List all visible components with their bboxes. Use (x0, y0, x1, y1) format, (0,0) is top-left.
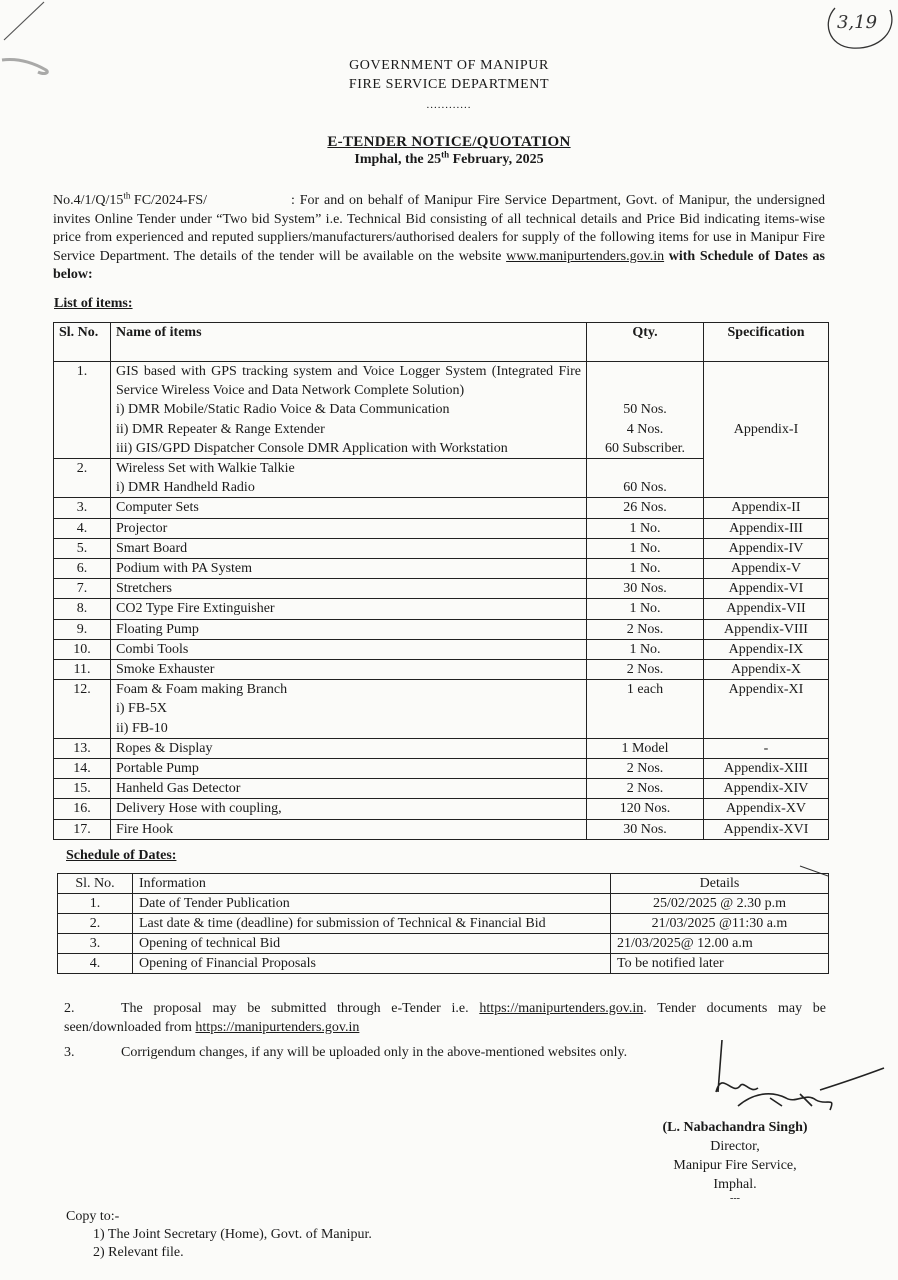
schedule-table (57, 873, 829, 974)
list-of-items-heading: List of items: (54, 296, 133, 311)
col-name: Name of items (111, 323, 587, 362)
table-row: 9. Floating Pump 2 Nos. Appendix-VIII (54, 619, 829, 639)
table-row: 1. GIS based with GPS tracking system and Voice Logger System (Integrated Fire Service Wireless Voice and Data Network Complete Solution) i) DMR Mobile/Static Radio Voice & Data Communication ii) DMR Repeater & Range Extender iii) GIS/GPD Dispatcher Console DMR Application with Workstation 50 Nos. 4 Nos. 60 Subscriber. Appendix-I (54, 362, 829, 459)
handwritten-page-number: 3,19 (836, 12, 878, 33)
signatory-name: (L. Nabachandra Singh) (662, 1120, 808, 1135)
website-link[interactable]: www.manipurtenders.gov.in (506, 248, 665, 264)
table-row: 13. Ropes & Display 1 Model - (54, 738, 829, 758)
table-row: 17. Fire Hook 30 Nos. Appendix-XVI (54, 819, 829, 839)
header-dots: ............ (426, 99, 472, 111)
copy-to-item: 2) Relevant file. (93, 1245, 184, 1260)
table-row: 3. Opening of technical Bid 21/03/2025@ 12.00 a.m (58, 934, 829, 954)
table-row: 7. Stretchers 30 Nos. Appendix-VI (54, 579, 829, 599)
table-row: 10. Combi Tools 1 No. Appendix-IX (54, 639, 829, 659)
paragraph-2: 2. The proposal may be submitted through e-Tender i.e. https://manipurtenders.gov.in. Tender documents may be seen/downloaded from https://manipurtenders.gov.in (64, 1001, 826, 1035)
signature-block: (L. Nabachandra Singh) Director, Manipur Fire Service, Imphal. --- (620, 1118, 850, 1204)
table-row: 4. Projector 1 No. Appendix-III (54, 518, 829, 538)
notice-title: E-TENDER NOTICE/QUOTATION (327, 134, 571, 150)
download-link[interactable]: https://manipurtenders.gov.in (195, 1020, 360, 1035)
table-row: 5. Smart Board 1 No. Appendix-IV (54, 538, 829, 558)
copy-to-item: 1) The Joint Secretary (Home), Govt. of Manipur. (93, 1227, 372, 1242)
notice-date: Imphal, the 25th February, 2025 (354, 149, 544, 167)
table-row: 8. CO2 Type Fire Extinguisher 1 No. Appendix-VII (54, 599, 829, 619)
col-qty: Qty. (587, 323, 704, 362)
table-row: 3. Computer Sets 26 Nos. Appendix-II (54, 498, 829, 518)
table-row: 14. Portable Pump 2 Nos. Appendix-XIII (54, 759, 829, 779)
table-row: 12. Foam & Foam making Branch i) FB-5X ii) FB-10 1 each Appendix-XI (54, 680, 829, 739)
etender-link[interactable]: https://manipurtenders.gov.in (479, 1001, 644, 1016)
schedule-header: Sl. No. Information Details (58, 874, 829, 894)
table-row: 2. Wireless Set with Walkie Talkie i) DMR Handheld Radio 60 Nos. (54, 459, 829, 498)
signatory-place: Imphal. (713, 1177, 757, 1192)
intro-paragraph: No.4/1/Q/15th FC/2024-FS/ : For and on behalf of Manipur Fire Service Department, Govt. of Manipur, the undersigned invites Online Tender under “Two bid System” i.e. Technical Bid consisting of all technical details and Price Bid indicating items-wise price from experienced and reputed suppliers/manufacturers/authorised dealers for supply of the following items for use in Manipur Fire Service Department. The details of the tender will be available on the website www.manipurtenders.gov.in with Schedule of Dates as below: (53, 190, 825, 282)
col-sl: Sl. No. (54, 323, 111, 362)
table-row: 11. Smoke Exhauster 2 Nos. Appendix-X (54, 660, 829, 680)
schedule-heading: Schedule of Dates: (66, 848, 177, 863)
govt-header: GOVERNMENT OF MANIPUR (349, 58, 549, 73)
reference-number: No.4/1/Q/15th FC/2024-FS/ (53, 190, 208, 208)
paragraph-3: 3. Corrigendum changes, if any will be uploaded only in the above-mentioned websites only. (64, 1045, 628, 1060)
items-table (53, 322, 829, 840)
signatory-designation: Director, (710, 1139, 760, 1154)
copy-to-heading: Copy to:- (66, 1209, 120, 1224)
table-row: 16. Delivery Hose with coupling, 120 Nos. Appendix-XV (54, 799, 829, 819)
table-row: 1. Date of Tender Publication 25/02/2025 @ 2.30 p.m (58, 894, 829, 914)
signatory-org: Manipur Fire Service, (673, 1158, 797, 1173)
department-header: FIRE SERVICE DEPARTMENT (348, 77, 550, 92)
table-row: 4. Opening of Financial Proposals To be notified later (58, 954, 829, 974)
table-row: 2. Last date & time (deadline) for submission of Technical & Financial Bid 21/03/2025 @11:30 a.m (58, 914, 829, 934)
items-table-header (54, 323, 829, 362)
table-row: 15. Hanheld Gas Detector 2 Nos. Appendix-XIV (54, 779, 829, 799)
table-row: 6. Podium with PA System 1 No. Appendix-V (54, 559, 829, 579)
col-spec: Specification (704, 323, 829, 362)
